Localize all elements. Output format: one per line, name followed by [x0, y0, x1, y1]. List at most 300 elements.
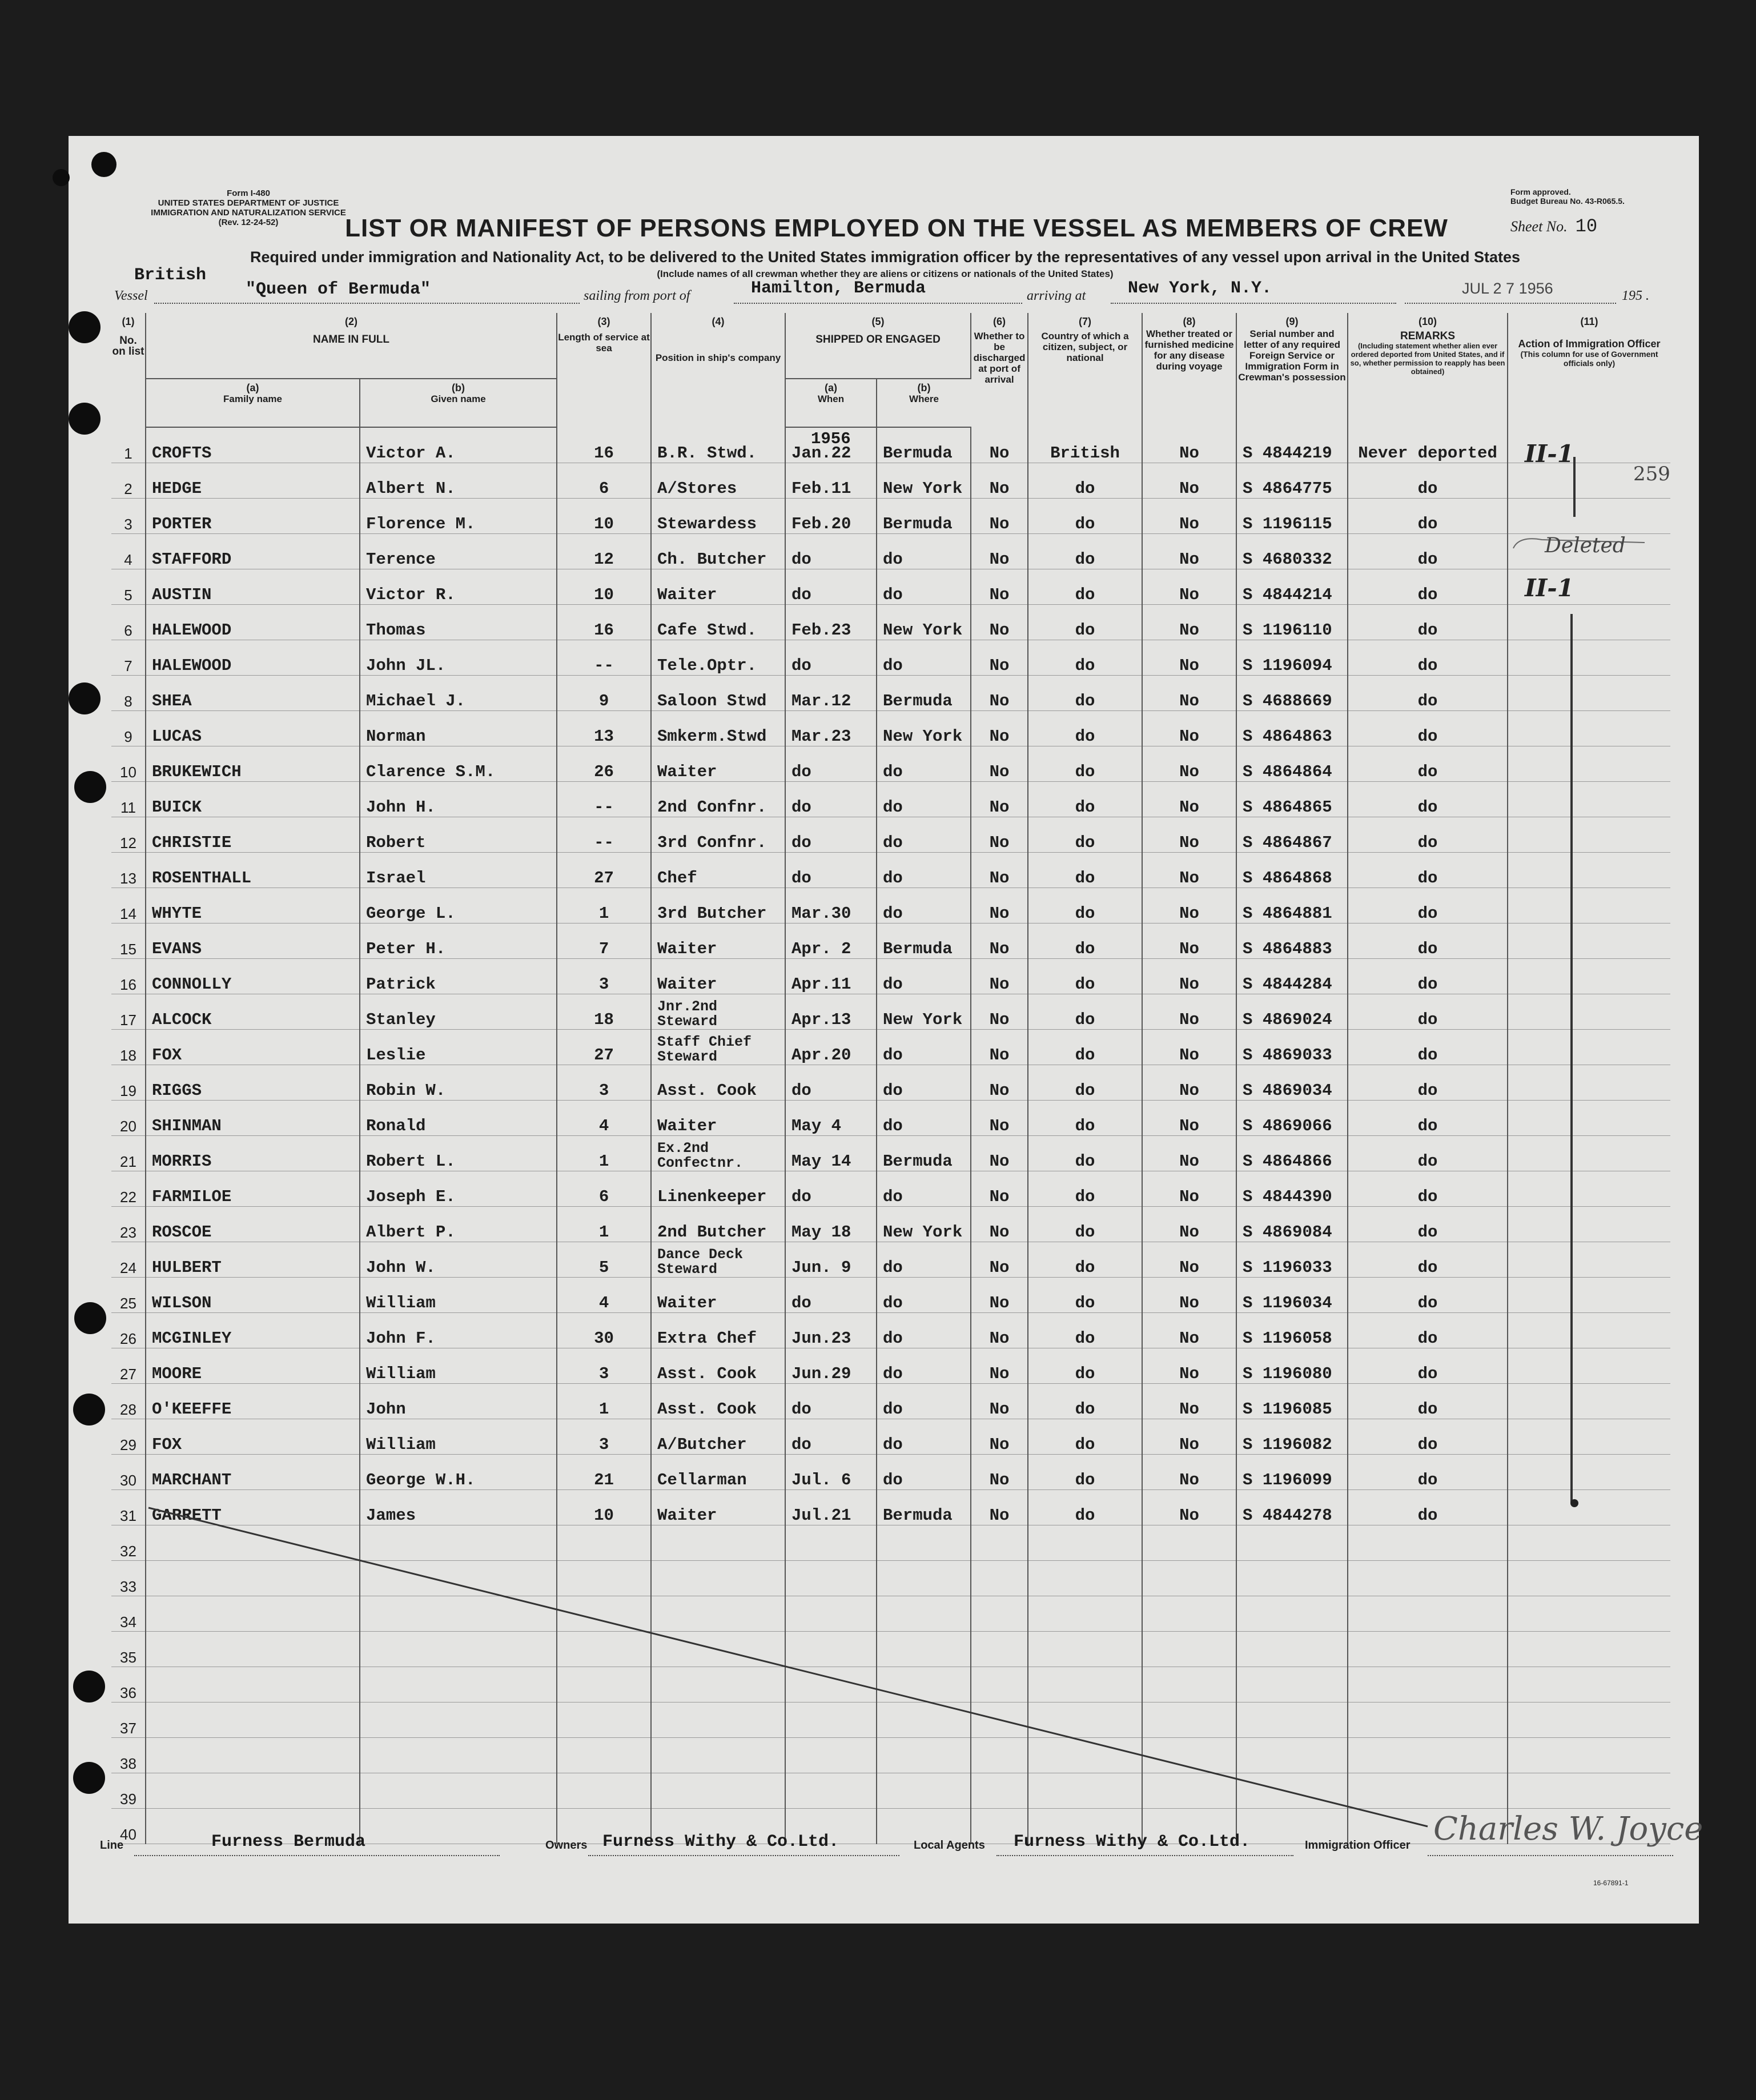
family-name-cell: BUICK [146, 782, 360, 817]
serial-number-cell: S 4869024 [1236, 994, 1348, 1030]
service-length-cell: 16 [557, 605, 651, 640]
shipped-when-cell: Jul.21 [785, 1490, 877, 1525]
col-label: Given name [431, 394, 486, 404]
col-num: (11) [1580, 316, 1598, 327]
shipped-when-cell: do [785, 1278, 877, 1313]
shipped-where-cell: do [877, 1278, 971, 1313]
position-cell: Waiter [651, 959, 785, 994]
col-label: No. on list [112, 335, 144, 358]
serial-number-cell: S 4844284 [1236, 959, 1348, 994]
service-length-cell: 13 [557, 711, 651, 746]
budget-bureau: Budget Bureau No. 43-R065.5. [1510, 196, 1625, 206]
country-cell: do [1028, 711, 1142, 746]
remarks-cell: do [1348, 959, 1508, 994]
shipped-where-cell: New York [877, 1207, 971, 1242]
given-name-cell: Florence M. [360, 499, 557, 534]
remarks-cell: do [1348, 569, 1508, 605]
service-length-cell: 1 [557, 1136, 651, 1171]
service-length-cell: 1 [557, 1207, 651, 1242]
given-name-cell: John F. [360, 1313, 557, 1348]
service: IMMIGRATION AND NATURALIZATION SERVICE [151, 208, 346, 218]
service-length-cell: 10 [557, 499, 651, 534]
service-length-cell: -- [557, 782, 651, 817]
row-number-cell: 20 [111, 1101, 146, 1136]
owners-value: Furness Withy & Co.Ltd. [602, 1832, 839, 1852]
treated-cell: No [1142, 1065, 1236, 1101]
position-cell: Stewardess [651, 499, 785, 534]
remarks-cell: do [1348, 1384, 1508, 1419]
col-num: (10) [1419, 316, 1437, 327]
treated-cell: No [1142, 463, 1236, 499]
shipped-when-cell: Apr. 2 [785, 923, 877, 959]
vessel-name: "Queen of Bermuda" [246, 280, 431, 299]
row-number-cell: 21 [111, 1136, 146, 1171]
position-cell: Ex.2nd Confectnr. [651, 1136, 785, 1171]
discharged-cell: No [971, 923, 1028, 959]
owners-label: Owners [545, 1839, 588, 1852]
row-number-cell: 26 [111, 1313, 146, 1348]
remarks-cell: do [1348, 1490, 1508, 1525]
discharged-cell: No [971, 994, 1028, 1030]
serial-number-cell: S 1196033 [1236, 1242, 1348, 1278]
shipped-when-cell: do [785, 534, 877, 569]
remarks-cell: do [1348, 1419, 1508, 1455]
vessel-nationality: British [134, 266, 207, 285]
shipped-where-cell: do [877, 888, 971, 923]
service-length-cell: 3 [557, 1348, 651, 1384]
shipped-when-cell: Mar.30 [785, 888, 877, 923]
col-label: Position in ship's company [655, 352, 781, 363]
row-number-cell: 22 [111, 1171, 146, 1207]
position-cell: Waiter [651, 923, 785, 959]
given-name-cell: Ronald [360, 1101, 557, 1136]
treated-cell: No [1142, 605, 1236, 640]
shipped-when-cell: do [785, 1419, 877, 1455]
row-number-cell: 17 [111, 994, 146, 1030]
row-number-cell: 13 [111, 853, 146, 888]
shipped-where-cell: New York [877, 463, 971, 499]
arriving-label: arriving at [1027, 288, 1086, 303]
family-name-cell: CHRISTIE [146, 817, 360, 853]
given-name-cell: John [360, 1384, 557, 1419]
shipped-when-cell: do [785, 746, 877, 782]
officer-underline [1428, 1855, 1673, 1856]
given-name-cell: John W. [360, 1242, 557, 1278]
treated-cell: No [1142, 888, 1236, 923]
given-name-cell: William [360, 1278, 557, 1313]
col-num: (2) [345, 316, 357, 327]
col-num: (b) [452, 382, 465, 394]
serial-number-cell: S 4864881 [1236, 888, 1348, 923]
remarks-cell: do [1348, 817, 1508, 853]
family-name-cell: MARCHANT [146, 1455, 360, 1490]
country-cell: do [1028, 676, 1142, 711]
treated-cell: No [1142, 1242, 1236, 1278]
discharged-cell: No [971, 959, 1028, 994]
shipped-where-cell: Bermuda [877, 1136, 971, 1171]
family-name-cell: GARRETT [146, 1490, 360, 1525]
shipped-when-cell: do [785, 853, 877, 888]
remarks-cell: do [1348, 676, 1508, 711]
given-name-cell: Stanley [360, 994, 557, 1030]
discharged-cell: No [971, 463, 1028, 499]
service-length-cell: 18 [557, 994, 651, 1030]
shipped-where-cell: Bermuda [877, 499, 971, 534]
shipped-where-cell: New York [877, 605, 971, 640]
remarks-cell: do [1348, 1101, 1508, 1136]
department: UNITED STATES DEPARTMENT OF JUSTICE [158, 198, 339, 208]
owners-underline [588, 1855, 899, 1856]
form-number: Form I-480 [227, 188, 270, 198]
remarks-cell: do [1348, 1348, 1508, 1384]
sailing-label: sailing from port of [584, 288, 690, 303]
col-num: (b) [917, 382, 931, 394]
shipped-when-cell: Jun.29 [785, 1348, 877, 1384]
serial-number-cell: S 4864863 [1236, 711, 1348, 746]
shipped-where-cell: Bermuda [877, 427, 971, 463]
position-cell: Saloon Stwd [651, 676, 785, 711]
col-label: SHIPPED OR ENGAGED [815, 334, 941, 346]
family-name-cell: ROSENTHALL [146, 853, 360, 888]
given-name-cell: Terence [360, 534, 557, 569]
given-name-cell: Robert L. [360, 1136, 557, 1171]
family-name-cell: HEDGE [146, 463, 360, 499]
shipped-where-cell: do [877, 1313, 971, 1348]
given-name-cell: William [360, 1419, 557, 1455]
position-cell: Waiter [651, 1101, 785, 1136]
position-cell: Extra Chef [651, 1313, 785, 1348]
family-name-cell: WHYTE [146, 888, 360, 923]
treated-cell: No [1142, 1171, 1236, 1207]
given-name-cell: James [360, 1490, 557, 1525]
serial-number-cell: S 4844390 [1236, 1171, 1348, 1207]
given-name-cell: Albert N. [360, 463, 557, 499]
serial-number-cell: S 1196082 [1236, 1419, 1348, 1455]
family-name-cell: ALCOCK [146, 994, 360, 1030]
country-cell: do [1028, 499, 1142, 534]
col-label: Serial number and letter of any required Foreign Service or Immigration Form in Crewman's possession [1238, 328, 1346, 383]
country-cell: do [1028, 1242, 1142, 1278]
country-cell: do [1028, 994, 1142, 1030]
family-name-cell: MOORE [146, 1348, 360, 1384]
line-value: Furness Bermuda [211, 1832, 366, 1852]
shipped-where-cell: do [877, 1065, 971, 1101]
shipped-where-cell: Bermuda [877, 676, 971, 711]
shipped-when-cell: do [785, 640, 877, 676]
shipped-when-cell: Apr.13 [785, 994, 877, 1030]
family-name-cell: MCGINLEY [146, 1313, 360, 1348]
row-number-cell: 39 [111, 1773, 146, 1809]
position-cell: Dance Deck Steward [651, 1242, 785, 1278]
given-name-cell: Robin W. [360, 1065, 557, 1101]
country-cell: do [1028, 1101, 1142, 1136]
serial-number-cell: S 1196034 [1236, 1278, 1348, 1313]
subtitle-note: (Include names of all crewman whether they are aliens or citizens or nationals of the United States) [657, 268, 1114, 279]
serial-number-cell: S 1196115 [1236, 499, 1348, 534]
service-length-cell: 4 [557, 1101, 651, 1136]
treated-cell: No [1142, 711, 1236, 746]
treated-cell: No [1142, 746, 1236, 782]
given-name-cell: John JL. [360, 640, 557, 676]
row-number-cell: 9 [111, 711, 146, 746]
treated-cell: No [1142, 1384, 1236, 1419]
family-name-cell: FARMILOE [146, 1171, 360, 1207]
shipped-when-cell: do [785, 569, 877, 605]
shipped-where-cell: do [877, 1030, 971, 1065]
country-cell: do [1028, 1171, 1142, 1207]
shipped-where-cell: do [877, 1455, 971, 1490]
row-number-cell: 16 [111, 959, 146, 994]
officer-label: Immigration Officer [1305, 1839, 1411, 1852]
country-cell: do [1028, 1065, 1142, 1101]
shipped-where-cell: do [877, 1242, 971, 1278]
family-name-cell: BRUKEWICH [146, 746, 360, 782]
service-length-cell: 27 [557, 1030, 651, 1065]
given-name-cell: Norman [360, 711, 557, 746]
shipped-when-cell: May 18 [785, 1207, 877, 1242]
service-length-cell: 4 [557, 1278, 651, 1313]
position-cell: Asst. Cook [651, 1348, 785, 1384]
arrival-port: New York, N.Y. [1128, 279, 1272, 298]
family-name-cell: HALEWOOD [146, 605, 360, 640]
position-cell: Asst. Cook [651, 1384, 785, 1419]
sheet-value: 10 [1575, 216, 1598, 237]
discharged-cell: No [971, 782, 1028, 817]
discharged-cell: No [971, 1101, 1028, 1136]
remarks-cell: do [1348, 782, 1508, 817]
country-cell: do [1028, 782, 1142, 817]
action-stamp: II-1 [1525, 440, 1574, 468]
service-length-cell: 12 [557, 534, 651, 569]
treated-cell: No [1142, 1136, 1236, 1171]
col-label: Action of Immigration Officer [1518, 338, 1661, 350]
year-suffix: 195 . [1622, 288, 1649, 303]
shipped-when-cell: Mar.23 [785, 711, 877, 746]
service-length-cell: 10 [557, 1490, 651, 1525]
position-cell: 3rd Confnr. [651, 817, 785, 853]
given-name-cell: Michael J. [360, 676, 557, 711]
discharged-cell: No [971, 1384, 1028, 1419]
shipped-where-cell: do [877, 746, 971, 782]
shipped-when-cell: Feb.20 [785, 499, 877, 534]
country-cell: do [1028, 1419, 1142, 1455]
discharged-cell: No [971, 746, 1028, 782]
row-number-cell: 23 [111, 1207, 146, 1242]
remarks-cell: do [1348, 499, 1508, 534]
row-number-cell: 33 [111, 1561, 146, 1596]
discharged-cell: No [971, 1030, 1028, 1065]
shipped-where-cell: do [877, 817, 971, 853]
row-number-cell: 28 [111, 1384, 146, 1419]
treated-cell: No [1142, 1455, 1236, 1490]
position-cell: A/Butcher [651, 1419, 785, 1455]
col-label: Family name [223, 394, 282, 404]
position-cell: A/Stores [651, 463, 785, 499]
family-name-cell: HALEWOOD [146, 640, 360, 676]
given-name-cell: John H. [360, 782, 557, 817]
cancel-diagonal-line [148, 1508, 1428, 1826]
col-note: (Including statement whether alien ever ordered deported from United States, and if so, whether permission to reapply has been obtained) [1350, 342, 1505, 376]
remarks-cell: do [1348, 923, 1508, 959]
discharged-cell: No [971, 853, 1028, 888]
serial-number-cell: S 4864883 [1236, 923, 1348, 959]
position-cell: Asst. Cook [651, 1065, 785, 1101]
shipped-when-cell: do [785, 782, 877, 817]
remarks-cell: do [1348, 994, 1508, 1030]
remarks-cell: do [1348, 1171, 1508, 1207]
col-num: (4) [712, 316, 725, 327]
service-length-cell: 10 [557, 569, 651, 605]
shipped-where-cell: Bermuda [877, 1490, 971, 1525]
service-length-cell: 27 [557, 853, 651, 888]
year-note: 1956 [811, 429, 851, 448]
col-num: (a) [246, 382, 259, 394]
year-suffix-text: 195 [1622, 288, 1642, 303]
remarks-cell: do [1348, 853, 1508, 888]
service-length-cell: 26 [557, 746, 651, 782]
shipped-where-cell: do [877, 1348, 971, 1384]
position-cell: Jnr.2nd Steward [651, 994, 785, 1030]
serial-number-cell: S 1196085 [1236, 1384, 1348, 1419]
country-cell: do [1028, 1207, 1142, 1242]
shipped-when-cell: May 14 [785, 1136, 877, 1171]
col-num: (a) [825, 382, 838, 394]
remarks-cell: do [1348, 1065, 1508, 1101]
treated-cell: No [1142, 817, 1236, 853]
position-cell: 2nd Confnr. [651, 782, 785, 817]
date-stamp: JUL 2 7 1956 [1462, 280, 1553, 297]
discharged-cell: No [971, 640, 1028, 676]
col-num: (9) [1285, 316, 1299, 327]
remarks-cell: do [1348, 1278, 1508, 1313]
shipped-where-cell: do [877, 1419, 971, 1455]
shipped-when-cell: Jul. 6 [785, 1455, 877, 1490]
remarks-cell: do [1348, 711, 1508, 746]
discharged-cell: No [971, 711, 1028, 746]
line-label: Line [100, 1839, 124, 1852]
country-cell: do [1028, 1278, 1142, 1313]
discharged-cell: No [971, 1490, 1028, 1525]
treated-cell: No [1142, 676, 1236, 711]
sheet-label: Sheet No. [1510, 218, 1568, 235]
row-number-cell: 2 [111, 463, 146, 499]
country-cell: do [1028, 888, 1142, 923]
row-number-cell: 5 [111, 569, 146, 605]
col-label: Country of which a citizen, subject, or national [1041, 331, 1129, 363]
row-number-cell: 29 [111, 1419, 146, 1455]
row-number-cell: 18 [111, 1030, 146, 1065]
shipped-when-cell: Jun. 9 [785, 1242, 877, 1278]
serial-number-cell: S 4844278 [1236, 1490, 1348, 1525]
given-name-cell: Joseph E. [360, 1171, 557, 1207]
remarks-cell: Never deported [1348, 427, 1508, 463]
shipped-where-cell: do [877, 959, 971, 994]
col-label: Whether to be discharged at port of arrival [973, 331, 1026, 385]
family-name-cell: CROFTS [146, 427, 360, 463]
discharged-cell: No [971, 499, 1028, 534]
serial-number-cell: S 4869034 [1236, 1065, 1348, 1101]
service-length-cell: 5 [557, 1242, 651, 1278]
family-name-cell: SHEA [146, 676, 360, 711]
deleted-note: Deleted [1545, 534, 1626, 557]
serial-number-cell: S 4869066 [1236, 1101, 1348, 1136]
treated-cell: No [1142, 569, 1236, 605]
row-number-cell: 34 [111, 1596, 146, 1632]
treated-cell: No [1142, 1278, 1236, 1313]
family-name-cell: EVANS [146, 923, 360, 959]
position-cell: Ch. Butcher [651, 534, 785, 569]
serial-number-cell: S 4864865 [1236, 782, 1348, 817]
service-length-cell: 6 [557, 1171, 651, 1207]
given-name-cell: George L. [360, 888, 557, 923]
service-length-cell: 3 [557, 1065, 651, 1101]
row-number-cell: 37 [111, 1703, 146, 1738]
row-number-cell: 19 [111, 1065, 146, 1101]
given-name-cell: George W.H. [360, 1455, 557, 1490]
col-num: (8) [1183, 316, 1196, 327]
remarks-cell: do [1348, 1455, 1508, 1490]
treated-cell: No [1142, 499, 1236, 534]
shipped-when-cell: do [785, 1065, 877, 1101]
officer-signature: Charles W. Joyce [1433, 1810, 1703, 1848]
family-name-cell: LUCAS [146, 711, 360, 746]
given-name-cell: Thomas [360, 605, 557, 640]
remarks-cell: do [1348, 1242, 1508, 1278]
discharged-cell: No [971, 1348, 1028, 1384]
treated-cell: No [1142, 1207, 1236, 1242]
page-subtitle: Required under immigration and Nationality Act, to be delivered to the United States immigration officer by the representatives of any vessel upon arrival in the United States [250, 248, 1520, 266]
serial-number-cell: S 4864775 [1236, 463, 1348, 499]
position-cell: Waiter [651, 1278, 785, 1313]
row-number-cell: 10 [111, 746, 146, 782]
col-num: (3) [597, 316, 610, 327]
country-cell: do [1028, 1136, 1142, 1171]
row-number-cell: 1 [111, 427, 146, 463]
service-length-cell: -- [557, 640, 651, 676]
treated-cell: No [1142, 994, 1236, 1030]
family-name-cell: FOX [146, 1419, 360, 1455]
treated-cell: No [1142, 1101, 1236, 1136]
serial-number-cell: S 4864864 [1236, 746, 1348, 782]
discharged-cell: No [971, 1065, 1028, 1101]
treated-cell: No [1142, 853, 1236, 888]
remarks-cell: do [1348, 1313, 1508, 1348]
service-length-cell: 1 [557, 1384, 651, 1419]
position-cell: 3rd Butcher [651, 888, 785, 923]
treated-cell: No [1142, 534, 1236, 569]
remarks-cell: do [1348, 463, 1508, 499]
given-name-cell: Leslie [360, 1030, 557, 1065]
row-number-cell: 30 [111, 1455, 146, 1490]
row-number-cell: 36 [111, 1667, 146, 1703]
col-note: (This column for use of Government officials only) [1520, 350, 1658, 368]
row-number-cell: 4 [111, 534, 146, 569]
family-name-cell: O'KEEFFE [146, 1384, 360, 1419]
row-number-cell: 6 [111, 605, 146, 640]
shipped-where-cell: New York [877, 994, 971, 1030]
given-name-cell: Patrick [360, 959, 557, 994]
discharged-cell: No [971, 1242, 1028, 1278]
country-cell: do [1028, 1455, 1142, 1490]
treated-cell: No [1142, 782, 1236, 817]
col-label: When [817, 394, 845, 404]
discharged-cell: No [971, 1207, 1028, 1242]
country-cell: do [1028, 746, 1142, 782]
departure-port: Hamilton, Bermuda [751, 279, 926, 298]
col-label: REMARKS [1400, 330, 1456, 342]
serial-number-cell: S 4688669 [1236, 676, 1348, 711]
page-title: LIST OR MANIFEST OF PERSONS EMPLOYED ON THE VESSEL AS MEMBERS OF CREW [345, 214, 1448, 242]
